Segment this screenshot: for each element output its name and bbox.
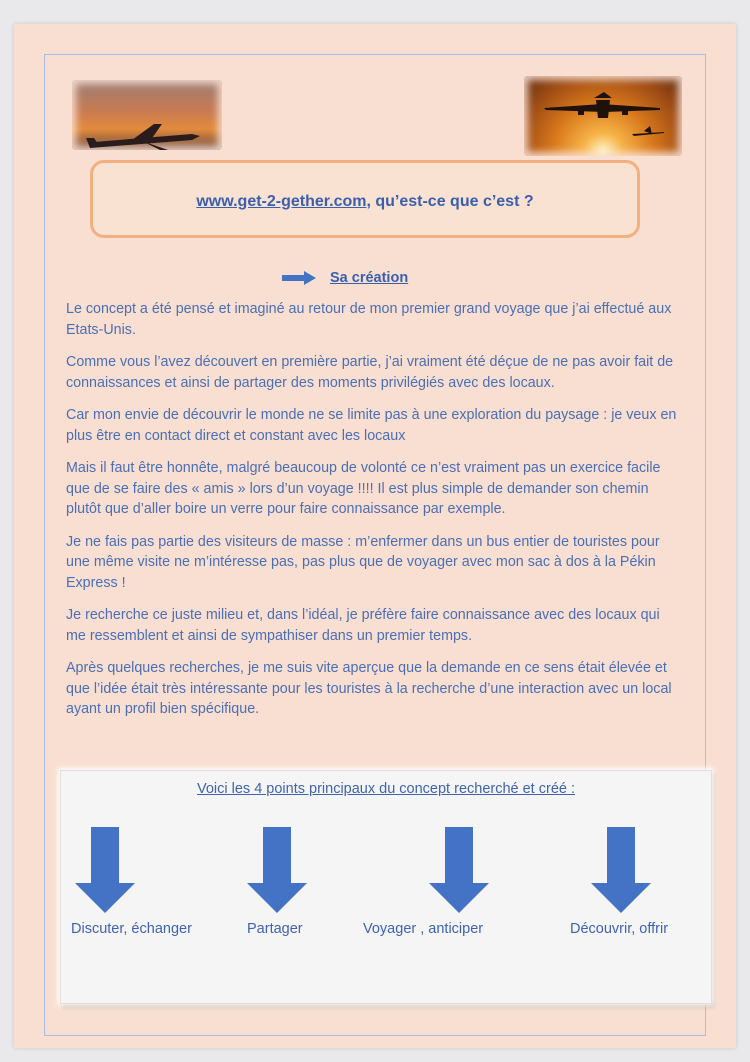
paragraph: Mais il faut être honnête, malgré beaucoup de volonté ce n’est vraiment pas un exercice facile que de se faire des « amis » lors d’un voyage !!!! Il est plus simple de demander son chemin plutôt que d’aller boire un verre pour faire connaissance par exemple. bbox=[66, 460, 661, 517]
airplane-takeoff-photo bbox=[72, 80, 222, 150]
down-arrow-icon bbox=[247, 827, 307, 913]
right-arrow-icon bbox=[282, 271, 316, 285]
concept-points-box bbox=[60, 770, 712, 1004]
website-link[interactable]: www.get-2-gether.com bbox=[196, 193, 367, 210]
section-title: Sa création bbox=[330, 270, 409, 286]
paragraph: Après quelques recherches, je me suis vite aperçue que la demande en ce sens était élevée et que l’idée était très intéressante pour les touristes à la recherche d’une interaction avec un local ayant un profil bien spécifique. bbox=[66, 660, 672, 717]
title-question: , qu’est-ce que c’est ? bbox=[366, 193, 534, 210]
paragraph: Car mon envie de découvrir le monde ne se limite pas à une exploration du paysage : je veux en plus être en contact direct et constant avec les locaux bbox=[66, 407, 677, 444]
title-box bbox=[90, 160, 640, 238]
down-arrow-icon bbox=[75, 827, 135, 913]
down-arrow-icon bbox=[591, 827, 651, 913]
paragraph: Le concept a été pensé et imaginé au retour de mon premier grand voyage que j’ai effectué aux Etats-Unis. bbox=[66, 301, 672, 338]
down-arrow-icon bbox=[429, 827, 489, 913]
airplanes-sunset-photo bbox=[524, 76, 682, 156]
document-page bbox=[14, 24, 736, 1048]
point-label: Partager bbox=[247, 921, 303, 937]
paragraph: Je ne fais pas partie des visiteurs de masse : m’enfermer dans un bus entier de touristes pour une même visite ne m’intéresse pas, pas plus que de voyager avec mon sac à dos à la Pékin Express ! bbox=[66, 533, 660, 591]
concept-title: Voici les 4 points principaux du concept recherché et créé : bbox=[196, 781, 576, 797]
point-label: Découvrir, offrir bbox=[570, 921, 669, 937]
page-title bbox=[93, 193, 637, 211]
point-label: Voyager , anticiper bbox=[363, 921, 484, 937]
paragraph: Comme vous l’avez découvert en première partie, j’ai vraiment été déçue de ne pas avoir fait de connaissances et ainsi de partager des moments privilégiés avec des locaux. bbox=[66, 354, 674, 391]
section-heading bbox=[282, 268, 408, 288]
paragraph: Je recherche ce juste milieu et, dans l’idéal, je préfère faire connaissance avec des locaux qui me ressemblent et ainsi de sympathiser dans un premier temps. bbox=[66, 607, 660, 644]
point-label: Discuter, échanger bbox=[71, 921, 192, 937]
body-text bbox=[66, 299, 678, 732]
